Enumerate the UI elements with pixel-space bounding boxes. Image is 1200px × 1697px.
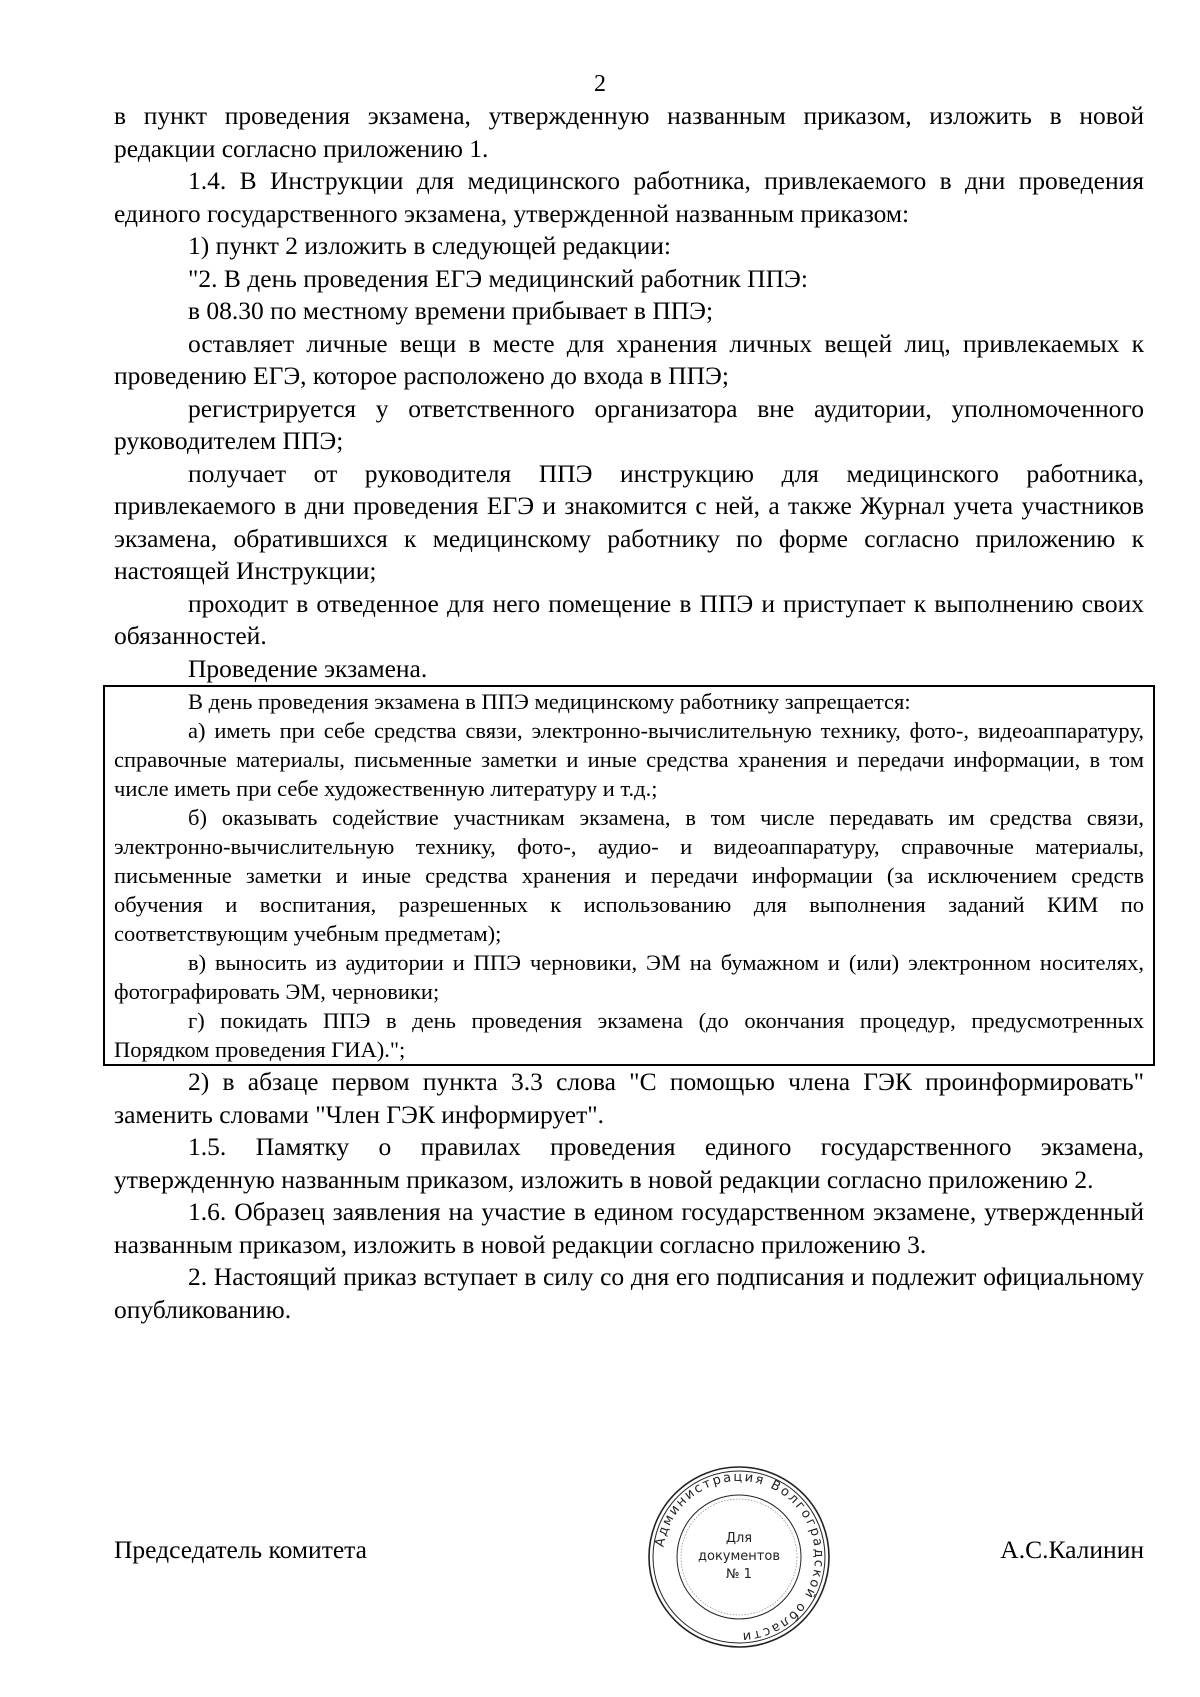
signatory-name: А.С.Калинин	[1000, 1535, 1144, 1564]
seal-stamp-icon	[644, 1462, 834, 1652]
paragraph: 1) пункт 2 изложить в следующей редакции:	[188, 231, 671, 260]
paragraph: в пункт проведения экзамена, утвержденную названным приказом, изложить в новой редакции согласно приложению 1.	[114, 101, 1144, 163]
document-body	[114, 100, 1144, 1326]
box-paragraph: б) оказывать содействие участникам экзамена, в том числе передавать им средства связи, электронно-вычислительную технику, фото-, аудио- и видеоаппаратуру, справочные материалы, письменные заметки и иные средства хранения и передачи информации (за исключением средств обучения и воспитания, разрешенных к использованию для выполнения заданий КИМ по соответствующим учебным предметам);	[114, 805, 1144, 946]
stamp-line: Для	[725, 1531, 753, 1546]
paragraphs-before-box	[114, 100, 1144, 685]
paragraph: 2. Настоящий приказ вступает в силу со дня его подписания и подлежит официальному опубликованию.	[114, 1262, 1144, 1324]
prohibitions-box	[103, 685, 1155, 1066]
stamp-line: № 1	[726, 1567, 752, 1582]
paragraph: 2) в абзаце первом пункта 3.3 слова "С помощью члена ГЭК проинформировать" заменить словами "Член ГЭК информирует".	[114, 1067, 1144, 1129]
paragraph: получает от руководителя ППЭ инструкцию для медицинского работника, привлекаемого в дни проведения ЕГЭ и знакомится с ней, а также Журнал учета участников экзамена, обратившихся к медицинскому работнику по форме согласно приложению к настоящей Инструкции;	[114, 458, 1144, 585]
paragraph: "2. В день проведения ЕГЭ медицинский работник ППЭ:	[188, 263, 808, 293]
paragraph: регистрируется у ответственного организатора вне аудитории, уполномоченного руководителем ППЭ;	[114, 393, 1144, 455]
page-number: 2	[594, 71, 606, 97]
paragraph: проходит в отведенное для него помещение в ППЭ и приступает к выполнению своих обязанностей.	[114, 588, 1144, 650]
signatory-position: Председатель комитета	[114, 1535, 367, 1564]
paragraph: 1.5. Памятку о правилах проведения единого государственного экзамена, утвержденную названным приказом, изложить в новой редакции согласно приложению 2.	[114, 1132, 1144, 1194]
paragraph: Проведение экзамена.	[188, 653, 428, 683]
stamp-outer-text: Администрация Волгоградской области	[652, 1469, 827, 1645]
paragraph: в 08.30 по местному времени прибывает в ППЭ;	[188, 296, 714, 325]
box-paragraph: а) иметь при себе средства связи, электронно-вычислительную технику, фото-, видеоаппаратуру, справочные материалы, письменные заметки и иные средства хранения и передачи информации, в том числе иметь при себе художественную литературу и т.д.;	[114, 718, 1144, 801]
box-paragraph: в) выносить из аудитории и ППЭ черновики, ЭМ на бумажном и (или) электронном носителях, фотографировать ЭМ, черновики;	[114, 950, 1144, 1004]
box-paragraph: г) покидать ППЭ в день проведения экзамена (до окончания процедур, предусмотренных Порядком проведения ГИА).";	[114, 1008, 1144, 1062]
paragraphs-after-box	[114, 1066, 1144, 1326]
paragraph: 1.4. В Инструкции для медицинского работника, привлекаемого в дни проведения единого государственного экзамена, утвержденной названным приказом:	[114, 166, 1144, 228]
paragraph: оставляет личные вещи в месте для хранения личных вещей лиц, привлекаемых к проведению ЕГЭ, которое расположено до входа в ППЭ;	[114, 328, 1144, 390]
paragraph: 1.6. Образец заявления на участие в едином государственном экзамене, утвержденный названным приказом, изложить в новой редакции согласно приложению 3.	[114, 1197, 1144, 1259]
box-paragraph: В день проведения экзамена в ППЭ медицинскому работнику запрещается:	[188, 689, 911, 714]
stamp-line: документов	[698, 1549, 780, 1564]
